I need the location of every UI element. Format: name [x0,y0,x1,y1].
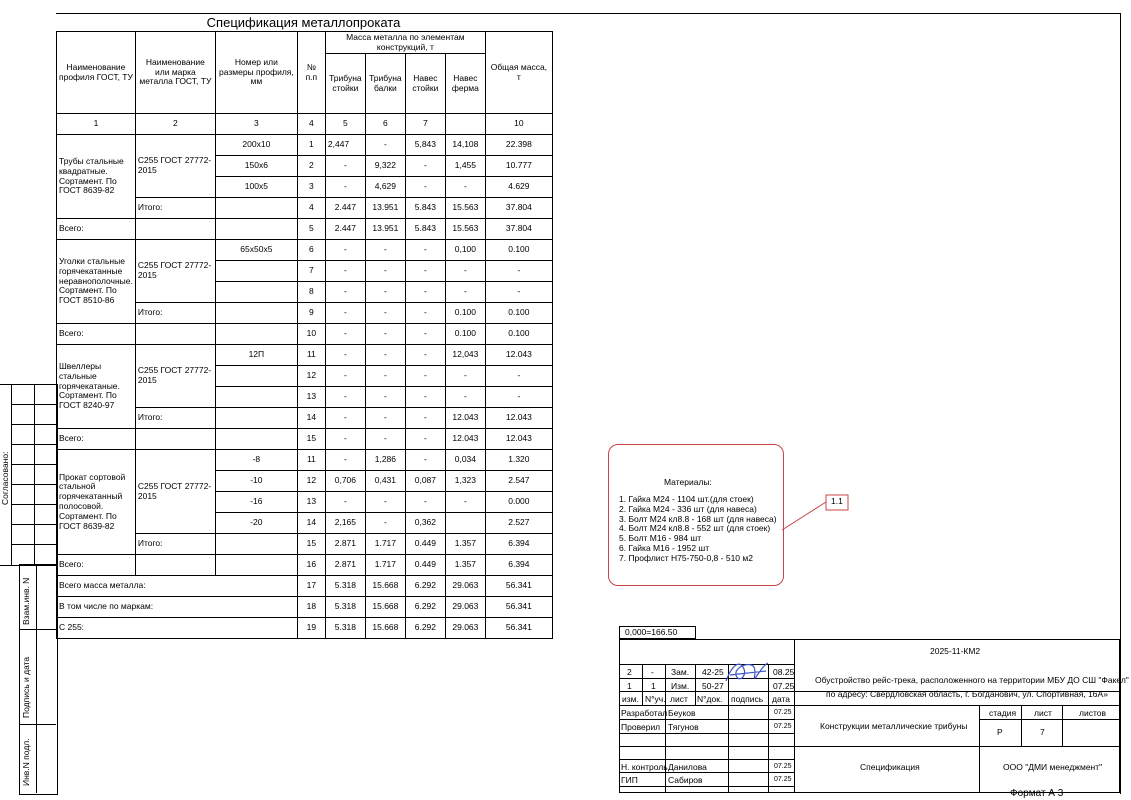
cell-empty [135,429,215,450]
colnum: 6 [365,114,405,135]
cell-c7: 0,087 [405,471,445,492]
cell-c6: - [365,240,405,261]
cell-tot: 12.043 [485,408,552,429]
hdr-mass-group: Масса металла по элементам конструкций, т [325,32,485,54]
cell-n: 3 [297,177,325,198]
cell-c6: 1,286 [365,450,405,471]
cell-c8: 15.563 [445,219,485,240]
group-grade: С255 ГОСТ 27772-2015 [135,240,215,303]
cell-tot: 37.804 [485,219,552,240]
stamp-line [19,629,56,630]
cell-c6: - [365,303,405,324]
chg2-uch: 1 [651,681,656,691]
doc-code: 2025-11-КМ2 [930,646,981,656]
cell-n: 5 [297,219,325,240]
stamp-line [11,504,56,505]
cell-label: Итого: [135,198,215,219]
cell-size [215,387,297,408]
cell-c7: 6.292 [405,618,445,639]
cell-c8: 12.043 [445,408,485,429]
cell-c5: 2.447 [325,219,365,240]
cell-empty [215,219,297,240]
stamp-agreed-label: Согласовано: [0,451,10,505]
cell-c5: - [325,282,365,303]
cell-c7: 0,362 [405,513,445,534]
cell-c5: - [325,303,365,324]
stamp-line [36,564,37,793]
cell-n: 14 [297,408,325,429]
chg-hdr: изм. [622,694,639,704]
cell-n: 19 [297,618,325,639]
cell-c8: - [445,282,485,303]
material-item: 4. Болт М24 кл8.8 - 552 шт (для стоек) [619,523,771,534]
cell-c6: 1.717 [365,555,405,576]
cell-c6: 15.668 [365,576,405,597]
group-name: Трубы стальные квадратные. Сортамент. По ГОСТ 8639-82 [57,135,136,219]
role: Разработал [621,708,668,718]
cell-tot: 0.000 [485,492,552,513]
tb-line [619,746,1120,747]
callout-tag: 1.1 [831,496,843,506]
cell-n: 2 [297,156,325,177]
cell-c6: 4,629 [365,177,405,198]
group-name: Уголки стальные горячекатанные неравнополочные. Сортамент. По ГОСТ 8510-86 [57,240,136,324]
cell-tot: 56.341 [485,597,552,618]
stamp-line [11,424,56,425]
cell-c7: - [405,345,445,366]
cell-size [215,261,297,282]
material-item: 6. Гайка М16 - 1952 шт [619,542,710,553]
cell-empty [215,324,297,345]
cell-c8: - [445,177,485,198]
company-name: ООО "ДМИ менеджмент" [1003,762,1103,772]
cell-n: 14 [297,513,325,534]
project-address: по адресу: Свердловская область, г. Богданович, ул. Спортивная, 16А» [826,689,1108,699]
chg-hdr: лист [670,694,688,704]
cell-tot: 10.777 [485,156,552,177]
cell-c7: - [405,450,445,471]
cell-c8: 29.063 [445,576,485,597]
cell-empty [135,324,215,345]
cell-c7: 6.292 [405,576,445,597]
group-grade: С255 ГОСТ 27772-2015 [135,345,215,408]
cell-c7: - [405,429,445,450]
cell-tot: 0.100 [485,303,552,324]
person: Беуков [668,708,696,718]
cell-label: Всего: [57,429,136,450]
cell-c6: - [365,282,405,303]
date: 07.25 [774,709,792,716]
cell-c7: - [405,492,445,513]
group-grade: С255 ГОСТ 27772-2015 [135,135,215,198]
cell-tot: 2.527 [485,513,552,534]
cell-c5: 2.871 [325,534,365,555]
level-mark: 0,000=166.50 [625,627,678,637]
role: ГИП [621,775,638,785]
sheets-header: листов [1079,708,1106,718]
colnum: 2 [135,114,215,135]
cell-tot: 2.547 [485,471,552,492]
cell-tot: - [485,261,552,282]
cell-c8: - [445,492,485,513]
cell-n: 15 [297,534,325,555]
cell-c6: 15.668 [365,618,405,639]
cell-c8: 1.357 [445,555,485,576]
cell-c8: 0.100 [445,303,485,324]
tb-line [979,719,1120,720]
cell-n: 15 [297,429,325,450]
cell-n: 8 [297,282,325,303]
cell-empty [135,219,215,240]
cell-c5: - [325,324,365,345]
spec-title: Спецификация металлопроката [56,13,551,32]
chg2-list: Изм. [671,681,690,691]
cell-c5: - [325,261,365,282]
cell-c8: 0,034 [445,450,485,471]
cell-label: Итого: [135,303,215,324]
cell-tot: 37.804 [485,198,552,219]
hdr-num: № п.п [297,32,325,114]
cell-n: 13 [297,492,325,513]
chg2-doc: 50-27 [702,681,724,691]
cell-c8: - [445,387,485,408]
cell-size [215,366,297,387]
tb-line [1021,705,1022,746]
hdr-c8: Навес ферма [445,54,485,114]
cell-c5: - [325,387,365,408]
stamp-inv-orig: Инв.N подл. [21,738,31,786]
stamp-sign-date: Подпись и дата [21,656,31,718]
cell-c8 [445,513,485,534]
cell-tot: 0.100 [485,240,552,261]
cell-tot: 56.341 [485,576,552,597]
stamp-line [11,464,56,465]
cell-n: 12 [297,366,325,387]
cell-size [215,282,297,303]
tb-line [1062,705,1063,746]
cell-c5: - [325,240,365,261]
cell-n: 11 [297,450,325,471]
cell-label: Всего: [57,555,136,576]
cell-label: В том числе по маркам: [57,597,298,618]
cell-empty [135,555,215,576]
person: Тягунов [668,722,699,732]
cell-label: Всего: [57,324,136,345]
cell-n: 11 [297,345,325,366]
cell-c5: - [325,429,365,450]
cell-c5: - [325,492,365,513]
cell-c8: 29.063 [445,597,485,618]
cell-c6: - [365,345,405,366]
cell-tot: 12.043 [485,345,552,366]
cell-c7: 6.292 [405,597,445,618]
cell-c6: - [365,135,405,156]
cell-c7: 5.843 [405,219,445,240]
cell-c6: 13.951 [365,219,405,240]
sheet-header: лист [1034,708,1052,718]
cell-c5: - [325,156,365,177]
colnum: 3 [215,114,297,135]
cell-c7: 0.449 [405,534,445,555]
colnum: 7 [405,114,445,135]
cell-c5: 2.447 [325,198,365,219]
cell-n: 18 [297,597,325,618]
hdr-c5: Трибуна стойки [325,54,365,114]
object-name: Конструкции металлические трибуны [820,721,968,731]
group-name: Швеллеры стальные горячекатаные. Сортамент. По ГОСТ 8240-97 [57,345,136,429]
cell-c6: - [365,408,405,429]
cell-tot: 22.398 [485,135,552,156]
cell-c6: - [365,387,405,408]
cell-c7: - [405,177,445,198]
cell-c5: 5.318 [325,618,365,639]
colnum: 4 [297,114,325,135]
chg-hdr: N°док. [697,694,723,704]
cell-c5: - [325,366,365,387]
stage-value: Р [997,727,1003,737]
cell-c5: 2,165 [325,513,365,534]
chg-hdr: подпись [731,694,764,704]
cell-c6: - [365,492,405,513]
cell-c5: - [325,345,365,366]
cell-c7: - [405,387,445,408]
stamp-line [11,404,56,405]
cell-c6: - [365,366,405,387]
cell-n: 4 [297,198,325,219]
cell-c5: 2,447 [325,135,365,156]
stamp-line [11,544,56,545]
tb-line [695,664,696,705]
cell-c8: 1.357 [445,534,485,555]
cell-size: 200x10 [215,135,297,156]
person: Данилова [668,762,707,772]
group-grade: С255 ГОСТ 27772-2015 [135,450,215,534]
cell-n: 12 [297,471,325,492]
cell-tot: 56.341 [485,618,552,639]
cell-c6: - [365,429,405,450]
cell-c6: 1.717 [365,534,405,555]
hdr-c6: Трибуна балки [365,54,405,114]
chg-hdr: дата [772,694,791,704]
cell-c7: - [405,282,445,303]
cell-size: -20 [215,513,297,534]
cell-n: 13 [297,387,325,408]
materials-list [619,495,777,563]
cell-c6: 15.668 [365,597,405,618]
cell-c6: - [365,513,405,534]
cell-c7: 0.449 [405,555,445,576]
cell-label: Всего: [57,219,136,240]
cell-label: Всего масса металла: [57,576,298,597]
cell-tot: 6.394 [485,555,552,576]
cell-n: 7 [297,261,325,282]
cell-tot: - [485,282,552,303]
cell-c5: 2.871 [325,555,365,576]
cell-c7: - [405,240,445,261]
material-item: 1. Гайка М24 - 1104 шт.(для стоек) [619,494,754,504]
cell-c8: 12.043 [445,429,485,450]
cell-label: Итого: [135,408,215,429]
cell-c5: - [325,450,365,471]
cell-c7: - [405,261,445,282]
cell-n: 16 [297,555,325,576]
cell-c8: 0.100 [445,324,485,345]
cell-n: 17 [297,576,325,597]
person: Сабиров [668,775,703,785]
hdr-grade: Наименование или марка металла ГОСТ, ТУ [135,32,215,114]
colnum: 10 [485,114,552,135]
stamp-inv-replace: Взам.инв. N [21,577,31,625]
chg1-izm: 2 [627,667,632,677]
cell-c5: 0,706 [325,471,365,492]
colnum [445,114,485,135]
cell-c6: 0,431 [365,471,405,492]
project-name: Обустройство рейс-трека, расположенного на территории МБУ ДО СШ "Факел" [815,675,1129,685]
cell-c7: - [405,408,445,429]
chg1-doc: 42-25 [702,667,724,677]
hdr-c7: Навес стойки [405,54,445,114]
material-item: 5. Болт М16 - 984 шт [619,533,702,544]
spec-table [56,31,553,639]
cell-size [215,198,297,219]
cell-empty [215,534,297,555]
cell-tot: 4.629 [485,177,552,198]
colnum: 5 [325,114,365,135]
material-item: 2. Гайка М24 - 336 шт (для навеса) [619,503,757,514]
cell-tot: 0.100 [485,324,552,345]
cell-c8: - [445,366,485,387]
date: 07.25 [774,763,792,770]
date: 07.25 [774,723,792,730]
hdr-size: Номер или размеры профиля, мм [215,32,297,114]
tb-line [642,664,643,705]
chg2-izm: 1 [627,681,632,691]
cell-c5: 5.318 [325,576,365,597]
doc-title: Спецификация [860,762,920,772]
cell-size: -16 [215,492,297,513]
cell-c6: 9,322 [365,156,405,177]
cell-c7: - [405,366,445,387]
cell-size: 150x6 [215,156,297,177]
cell-empty [215,555,297,576]
role: Н. контроль [621,762,668,772]
chg1-uch: - [651,667,654,677]
cell-empty [215,408,297,429]
stage-header: стадия [989,708,1017,718]
material-item: 7. Профлист Н75-750-0,8 - 510 м2 [619,552,753,563]
date: 07.25 [774,776,792,783]
role: Проверил [621,722,661,732]
stamp-line [11,524,56,525]
cell-c8: 1,323 [445,471,485,492]
cell-tot: - [485,366,552,387]
group-name: Прокат сортовой стальной горячекатанный полосовой. Сортамент. По ГОСТ 8639-82 [57,450,136,555]
chg1-list: Зам. [671,667,690,677]
cell-size: 65x50x5 [215,240,297,261]
tb-line [794,639,795,793]
cell-c7: - [405,303,445,324]
tb-line [794,705,1120,706]
chg1-date: 08.25 [773,667,795,677]
cell-c8: 0,100 [445,240,485,261]
cell-c8: 15.563 [445,198,485,219]
stamp-line [11,444,56,445]
cell-c7: 5.843 [405,198,445,219]
cell-c8: 14,108 [445,135,485,156]
cell-c6: 13.951 [365,198,405,219]
tb-line [665,664,666,793]
cell-size: -10 [215,471,297,492]
cell-label: С 255: [57,618,298,639]
stamp-line [11,484,56,485]
signature [722,655,772,689]
cell-size: -8 [215,450,297,471]
cell-size: 100x5 [215,177,297,198]
cell-empty [215,303,297,324]
stamp-line [34,384,35,564]
cell-tot: 1.320 [485,450,552,471]
cell-c5: - [325,408,365,429]
cell-c6: - [365,324,405,345]
cell-tot: - [485,387,552,408]
cell-c7: - [405,324,445,345]
cell-empty [215,429,297,450]
cell-c7: - [405,156,445,177]
hdr-total: Общая масса, т [485,32,552,114]
hdr-name: Наименование профиля ГОСТ, ТУ [57,32,136,114]
stamp-line [19,724,56,725]
material-item: 3. Болт М24 кл8.8 - 168 шт (для навеса) [619,513,777,524]
cell-c5: - [325,177,365,198]
cell-c6: - [365,261,405,282]
cell-c8: - [445,261,485,282]
cell-tot: 12.043 [485,429,552,450]
chg-hdr: N°уч. [645,694,666,704]
cell-label: Итого: [135,534,215,555]
cell-n: 9 [297,303,325,324]
cell-n: 6 [297,240,325,261]
cell-c8: 1,455 [445,156,485,177]
colnum: 1 [57,114,136,135]
sheet-value: 7 [1040,727,1045,737]
materials-title: Материалы: [664,477,712,487]
cell-size: 12П [215,345,297,366]
format-label: Формат А 3 [1010,788,1064,799]
cell-n: 10 [297,324,325,345]
cell-c7: 5,843 [405,135,445,156]
cell-c8: 29.063 [445,618,485,639]
cell-n: 1 [297,135,325,156]
cell-tot: 6.394 [485,534,552,555]
cell-c5: 5.318 [325,597,365,618]
chg2-date: 07.25 [773,681,795,691]
cell-c8: 12,043 [445,345,485,366]
